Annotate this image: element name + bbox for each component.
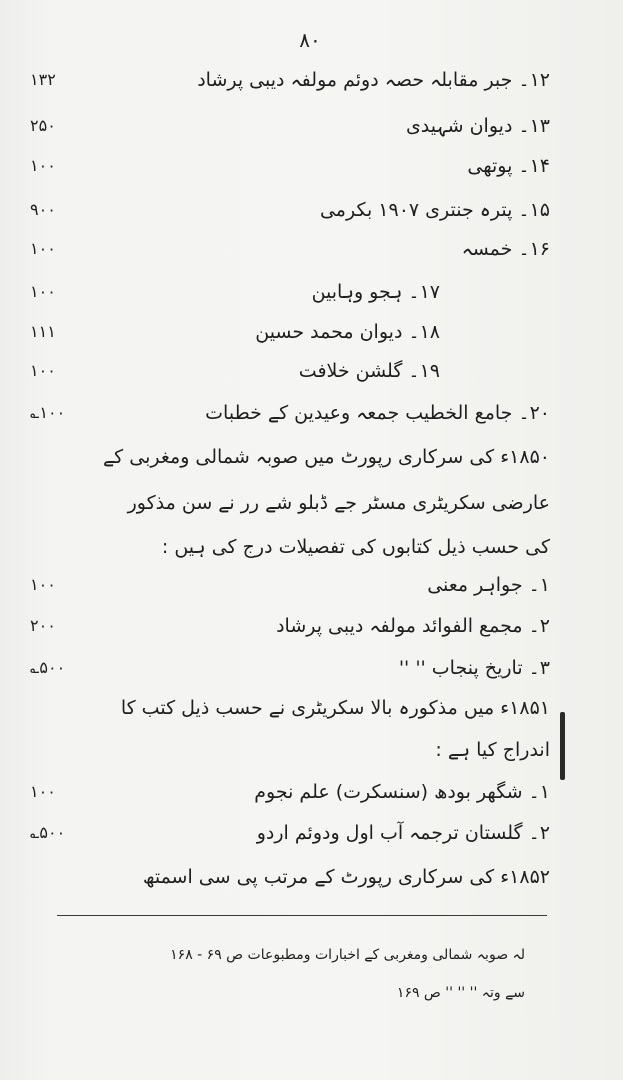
list-item bbox=[30, 393, 550, 433]
list-item bbox=[30, 351, 550, 391]
entry-text: ۱۔ جواہر معنی bbox=[427, 574, 550, 596]
entry-count: ۵۰۰؎ bbox=[30, 658, 66, 677]
paragraph-line: عارضی سکریٹری مسٹر جے ڈبلو شے رر نے سن مذکور bbox=[127, 492, 550, 514]
entry-text: ۱۔ شگھر بودھ (سنسکرت) علم نجوم bbox=[254, 781, 550, 803]
list-item bbox=[30, 229, 550, 269]
entry-text: ۱۶۔ خمسہ bbox=[461, 238, 550, 260]
entry-count: ۱۰۰ bbox=[30, 156, 56, 175]
entry-count: ۱۰۰ bbox=[30, 239, 56, 258]
entry-count: ۱۰۰ bbox=[30, 782, 56, 801]
entry-count: ۱۰۰ bbox=[30, 575, 56, 594]
paragraph-line: ۱۸۵۰ء کی سرکاری رپورٹ میں صوبہ شمالی ومغربی کے bbox=[103, 446, 550, 468]
list-item bbox=[30, 606, 550, 646]
list-item bbox=[30, 272, 550, 312]
footnote: لہ صوبہ شمالی ومغربی کے اخبارات ومطبوعات ص ۶۹ - ۱۶۸ bbox=[170, 947, 525, 963]
list-item bbox=[30, 190, 550, 230]
entry-text: ۲۔ مجمع الفوائد مولفہ دیبی پرشاد bbox=[276, 615, 550, 637]
footnote: سے وتہ '' '' '' ص ۱۶۹ bbox=[396, 985, 525, 1001]
list-item bbox=[30, 106, 550, 146]
list-item bbox=[30, 565, 550, 605]
entry-count: ۲۵۰ bbox=[30, 116, 56, 135]
entry-text: ۱۲۔ جبر مقابلہ حصہ دوئم مولفہ دیبی پرشاد bbox=[197, 69, 550, 91]
list-item bbox=[30, 60, 550, 100]
entry-text: ۳۔ تاریخ پنجاب '' '' bbox=[398, 657, 550, 679]
entry-count: ۱۱۱ bbox=[30, 322, 56, 341]
paragraph-line: اندراج کیا ہے : bbox=[435, 739, 550, 761]
entry-count: ۱۰۰ bbox=[30, 361, 56, 380]
entry-text: ۲۔ گلستان ترجمہ آب اول ودوئم اردو bbox=[256, 822, 550, 844]
page-edge-mark bbox=[560, 712, 565, 780]
entry-text: ۱۴۔ پوتھی bbox=[467, 155, 550, 177]
list-item bbox=[30, 772, 550, 812]
paragraph-line: ۱۸۵۱ء میں مذکورہ بالا سکریٹری نے حسب ذیل کتب کا bbox=[120, 697, 550, 719]
entry-count: ۹۰۰ bbox=[30, 200, 56, 219]
entry-count: ۱۳۲ bbox=[30, 70, 56, 89]
list-item bbox=[30, 146, 550, 186]
entry-count: ۵۰۰؎ bbox=[30, 823, 66, 842]
paragraph-line: کی حسب ذیل کتابوں کی تفصیلات درج کی ہیں : bbox=[161, 536, 550, 558]
entry-text: ۱۹۔ گلشن خلافت bbox=[298, 360, 440, 382]
entry-text: ۲۰۔ جامع الخطیب جمعہ وعیدین کے خطبات bbox=[205, 402, 550, 424]
list-item bbox=[30, 813, 550, 853]
entry-count: ۲۰۰ bbox=[30, 616, 56, 635]
paragraph-line: ۱۸۵۲ء کی سرکاری رپورٹ کے مرتب پی سی اسمتھ bbox=[142, 866, 550, 888]
list-item bbox=[30, 648, 550, 688]
page-number: ۸۰ bbox=[299, 28, 321, 52]
entry-text: ۱۳۔ دیوان شہیدی bbox=[405, 115, 550, 137]
footnote-divider bbox=[57, 915, 547, 916]
entry-text: ۱۷۔ ہجو وہابین bbox=[311, 281, 440, 303]
entry-count: ۱۰۰ bbox=[30, 282, 56, 301]
entry-text: ۱۵۔ پترہ جنتری ۱۹۰۷ بکرمی bbox=[319, 199, 550, 221]
entry-count: ۱۰۰؎ bbox=[30, 403, 66, 422]
entry-text: ۱۸۔ دیوان محمد حسین bbox=[255, 321, 440, 343]
list-item bbox=[30, 312, 550, 352]
